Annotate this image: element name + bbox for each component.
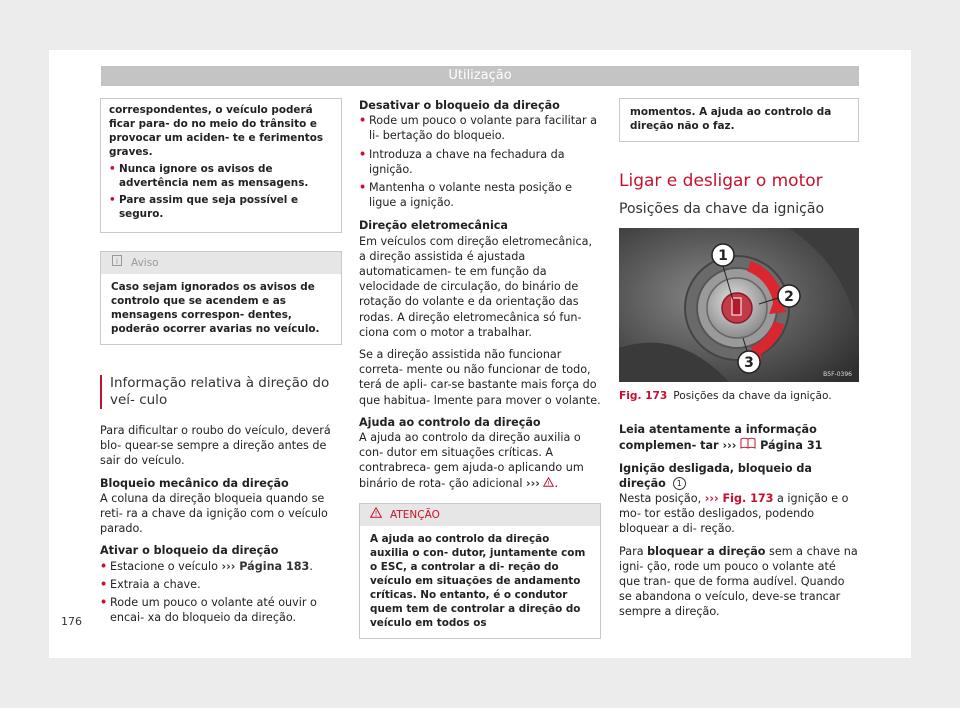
page-link[interactable]: Página 31 [760, 439, 823, 453]
page-sheet [49, 50, 911, 658]
read-more-text: Leia atentamente a informação complemen- tar [619, 423, 817, 453]
figure-caption [619, 389, 859, 404]
heading-desativar: Desativar o bloqueio da direção [359, 99, 560, 112]
note-header [101, 252, 341, 274]
bullet-desativar-1: • Rode um pouco o volante para facilitar a li- bertação do bloqueio. [359, 113, 601, 143]
p1-text-end: a ignição e o mo- tor estão desligados, podendo bloquear a di- reção. [619, 492, 849, 536]
ignition-illustration [619, 228, 859, 382]
atencao-continuation: momentos. A ajuda ao controlo da direção não o faz. [619, 98, 859, 142]
caption-text: Posições da chave da ignição. [673, 390, 832, 402]
paragraph-eletro-1: Em veículos com direção eletromecânica, a direção assistida é ajustada automaticamen- te em função da velocidade de circulação, do binário de rotação do volante e da orientação das rodas. A direção eletromecânica só fun- ciona com o motor a trabalhar. [359, 234, 593, 339]
bullet-text: Estacione o veículo [110, 559, 218, 573]
bullet-desativar-3: • Mantenha o volante nesta posição e ligue a ignição. [359, 180, 601, 210]
book-icon [740, 439, 756, 452]
heading-eletro: Direção eletromecânica [359, 219, 508, 233]
read-more-paragraph [619, 422, 859, 453]
paragraph-bloqueio: A coluna da direção bloqueia quando se reti- ra a chave da ignição com o veículo parado. [100, 491, 328, 536]
column-1 [100, 98, 342, 628]
atencao-text: A ajuda ao controlo da direção auxilia o con- dutor, juntamente com o ESC, a controlar a di- reção do veículo em situações de andamento críticas. No entanto, é o condutor quem tem de controlar a direção do veículo em todos os [370, 532, 586, 629]
warning-continuation-box [100, 98, 342, 233]
paragraph-ajuda: A ajuda ao controlo da direção auxilia o con- dutor em situações críticas. A contrabreca- gem ajuda-o aplicando um binário de rota- ção adicional ››› ! . [359, 431, 584, 490]
bullet-ativar-1 [100, 559, 342, 574]
svg-text:i: i [115, 257, 119, 266]
svg-text:!: ! [547, 480, 551, 487]
page-number: 176 [61, 615, 82, 628]
atencao-title: ATENÇÃO [390, 508, 440, 521]
heading-ajuda: Ajuda ao controlo da direção [359, 415, 541, 429]
warning-text: correspondentes, o veículo poderá ficar para- do no meio do trânsito e provocar um aciden- te e ferimentos graves. [109, 104, 324, 158]
chapter-header: Utilização [101, 66, 859, 86]
note-title: Aviso [131, 257, 159, 269]
page-link[interactable]: ››› Página 183 [221, 559, 310, 573]
note-box [100, 251, 342, 345]
warning-triangle-icon [543, 477, 554, 490]
subsection-title: Posições da chave da ignição [619, 201, 825, 217]
bullet-ativar-2: • Extraia a chave. [100, 577, 342, 592]
column-3 [619, 98, 859, 627]
figure-number: Fig. 173 [619, 390, 668, 402]
atencao-box [359, 503, 601, 639]
svg-text:!: ! [374, 510, 378, 518]
column-2 [359, 98, 601, 639]
warning-link[interactable]: ››› [526, 476, 540, 490]
paragraph-eletro-2: Se a direção assistida não funcionar correta- mente ou não funcionar de todo, terá de apli- car-se bastante mais força do que habitua- lmente para mover o volante. [359, 348, 601, 407]
atencao-header [360, 504, 600, 526]
warning-bullet: • Nunca ignore os avisos de advertência nem as mensagens. [109, 162, 333, 190]
figure-label-2: 2 [784, 289, 794, 305]
figure-link[interactable]: ››› Fig. 173 [704, 492, 774, 506]
bullet-desativar-2: • Introduza a chave na fechadura da ignição. [359, 147, 601, 177]
figure-label-1: 1 [718, 248, 728, 264]
warning-triangle-icon [370, 504, 382, 526]
p2-text-end: sem a chave na igni- ção, rode um pouco o volante até que tran- que de forma audível. Quando se abandona o veículo, deve-se trancar sempre a direção. [619, 544, 858, 619]
figure-code: B5F-0396 [823, 371, 852, 378]
heading-ignicao [619, 461, 859, 491]
ignition-key-figure [619, 228, 859, 382]
heading-ignicao-text: Ignição desligada, bloqueio da direção [619, 461, 812, 490]
chapter-title: Ligar e desligar o motor [619, 171, 823, 191]
heading-ativar: Ativar o bloqueio da direção [100, 544, 279, 558]
read-more-arrows: ››› [722, 439, 737, 453]
section-title: Informação relativa à direção do veí- culo [100, 375, 342, 409]
heading-bloqueio: Bloqueio mecânico da direção [100, 476, 289, 490]
ajuda-text: A ajuda ao controlo da direção auxilia o con- dutor em situações críticas. A contrabreca- gem ajuda-o aplicando um binário de rota- ção adicional [359, 431, 584, 490]
bullet-punct: . [309, 559, 313, 573]
note-text: Caso sejam ignorados os avisos de controlo que se acendem e as mensagens correspon- dentes, poderão ocorrer avarias no veículo. [111, 281, 320, 335]
paragraph-ignicao-2 [619, 544, 859, 620]
paragraph-ignicao-1 [619, 491, 859, 537]
p1-text: Nesta posição, [619, 492, 702, 506]
p2-text: Para [619, 544, 644, 558]
warning-bullet: • Pare assim que seja possível e seguro. [109, 193, 333, 221]
figure-label-3: 3 [744, 355, 754, 371]
p2-bold: bloquear a direção [647, 544, 766, 558]
position-number: 1 [673, 477, 686, 490]
info-icon [111, 252, 123, 274]
intro-paragraph: Para dificultar o roubo do veículo, deverá blo- quear-se sempre a direção antes de sair do veículo. [100, 424, 331, 468]
bullet-ativar-3: • Rode um pouco o volante até ouvir o encai- xa do bloqueio da direção. [100, 595, 342, 625]
